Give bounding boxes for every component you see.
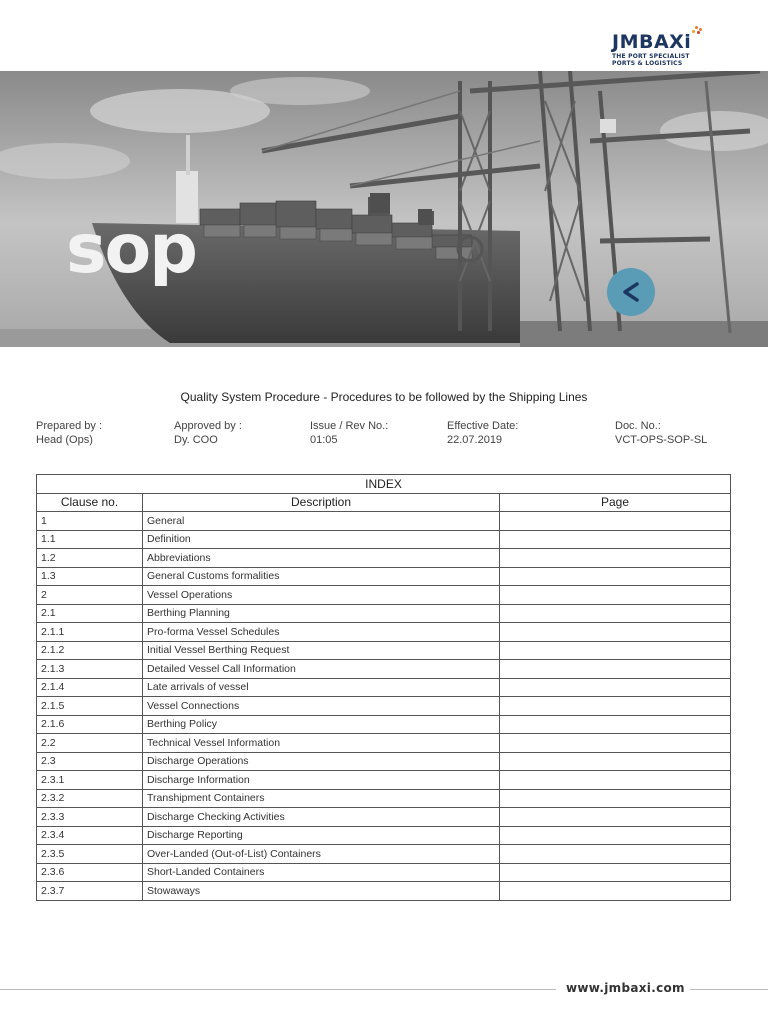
table-row <box>37 604 731 623</box>
company-logo <box>612 26 702 70</box>
description-cell: Vessel Connections <box>143 697 500 716</box>
page-cell <box>500 604 731 623</box>
table-row <box>37 512 731 531</box>
page-cell <box>500 808 731 827</box>
clause-cell: 2 <box>37 586 143 605</box>
description-cell: Stowaways <box>143 882 500 901</box>
table-row <box>37 808 731 827</box>
table-row <box>37 586 731 605</box>
description-cell: Initial Vessel Berthing Request <box>143 641 500 660</box>
description-cell: Definition <box>143 530 500 549</box>
table-row <box>37 530 731 549</box>
table-row <box>37 789 731 808</box>
index-header-row <box>37 493 731 512</box>
table-row <box>37 771 731 790</box>
page-cell <box>500 826 731 845</box>
meta-label: Approved by : <box>174 420 242 432</box>
clause-cell: 2.1.4 <box>37 678 143 697</box>
description-cell: General <box>143 512 500 531</box>
column-header-clause: Clause no. <box>37 493 143 512</box>
meta-issue-rev <box>310 419 388 447</box>
meta-value: 01:05 <box>310 434 338 446</box>
page-cell <box>500 789 731 808</box>
table-row <box>37 734 731 753</box>
port-ship-illustration <box>0 71 768 347</box>
clause-cell: 1.3 <box>37 567 143 586</box>
meta-doc-no <box>615 419 707 447</box>
page-cell <box>500 845 731 864</box>
meta-value: Dy. COO <box>174 434 218 446</box>
table-row <box>37 623 731 642</box>
table-row <box>37 697 731 716</box>
clause-cell: 2.1.1 <box>37 623 143 642</box>
logo-subtagline: PORTS & LOGISTICS <box>612 60 683 67</box>
description-cell: Discharge Information <box>143 771 500 790</box>
table-row <box>37 826 731 845</box>
page-cell <box>500 623 731 642</box>
table-row <box>37 660 731 679</box>
table-row <box>37 882 731 901</box>
table-row <box>37 863 731 882</box>
clause-cell: 2.3 <box>37 752 143 771</box>
hero-banner <box>0 71 768 347</box>
clause-cell: 2.1.2 <box>37 641 143 660</box>
clause-cell: 2.3.5 <box>37 845 143 864</box>
table-row <box>37 752 731 771</box>
clause-cell: 1.1 <box>37 530 143 549</box>
column-header-description: Description <box>143 493 500 512</box>
column-header-page: Page <box>500 493 731 512</box>
description-cell: Vessel Operations <box>143 586 500 605</box>
clause-cell: 2.3.7 <box>37 882 143 901</box>
page-cell <box>500 586 731 605</box>
table-row <box>37 715 731 734</box>
meta-label: Doc. No.: <box>615 420 661 432</box>
description-cell: Berthing Policy <box>143 715 500 734</box>
description-cell: Discharge Checking Activities <box>143 808 500 827</box>
description-cell: General Customs formalities <box>143 567 500 586</box>
description-cell: Discharge Operations <box>143 752 500 771</box>
meta-effective-date <box>447 419 518 447</box>
footer-website-link[interactable]: www.jmbaxi.com <box>566 981 685 995</box>
page-cell <box>500 530 731 549</box>
clause-cell: 2.1.5 <box>37 697 143 716</box>
index-body <box>37 512 731 901</box>
page-cell <box>500 882 731 901</box>
chevron-left-icon <box>616 277 646 307</box>
index-title-row <box>37 475 731 494</box>
table-row <box>37 845 731 864</box>
clause-cell: 2.1.3 <box>37 660 143 679</box>
description-cell: Pro-forma Vessel Schedules <box>143 623 500 642</box>
page-cell <box>500 697 731 716</box>
meta-value: VCT-OPS-SOP-SL <box>615 434 708 446</box>
page-cell <box>500 660 731 679</box>
description-cell: Discharge Reporting <box>143 826 500 845</box>
document-heading: Quality System Procedure - Procedures to be followed by the Shipping Lines <box>180 390 588 404</box>
page-cell <box>500 641 731 660</box>
description-cell: Over-Landed (Out-of-List) Containers <box>143 845 500 864</box>
description-cell: Short-Landed Containers <box>143 863 500 882</box>
clause-cell: 2.1 <box>37 604 143 623</box>
clause-cell: 2.3.3 <box>37 808 143 827</box>
index-title: INDEX <box>37 475 731 494</box>
description-cell: Technical Vessel Information <box>143 734 500 753</box>
page-cell <box>500 567 731 586</box>
sop-title: sop <box>66 210 196 289</box>
description-cell: Late arrivals of vessel <box>143 678 500 697</box>
back-button[interactable] <box>607 268 655 316</box>
table-row <box>37 549 731 568</box>
meta-label: Issue / Rev No.: <box>310 420 389 432</box>
clause-cell: 1.2 <box>37 549 143 568</box>
page-cell <box>500 752 731 771</box>
page-cell <box>500 678 731 697</box>
page-cell <box>500 715 731 734</box>
footer-divider <box>690 989 768 990</box>
description-cell: Abbreviations <box>143 549 500 568</box>
description-cell: Transhipment Containers <box>143 789 500 808</box>
page-cell <box>500 771 731 790</box>
index-table <box>36 474 731 901</box>
meta-value: Head (Ops) <box>36 434 93 446</box>
meta-value: 22.07.2019 <box>447 434 503 446</box>
logo-tagline: THE PORT SPECIALIST <box>612 53 690 60</box>
table-row <box>37 641 731 660</box>
logo-dots-icon <box>692 26 702 36</box>
page-cell <box>500 512 731 531</box>
clause-cell: 2.3.6 <box>37 863 143 882</box>
clause-cell: 2.1.6 <box>37 715 143 734</box>
clause-cell: 2.3.2 <box>37 789 143 808</box>
footer-divider <box>0 989 556 990</box>
meta-prepared-by <box>36 419 102 447</box>
meta-approved-by <box>174 419 242 447</box>
clause-cell: 2.2 <box>37 734 143 753</box>
meta-label: Prepared by : <box>36 420 103 432</box>
clause-cell: 2.3.1 <box>37 771 143 790</box>
page-cell <box>500 549 731 568</box>
page-cell <box>500 734 731 753</box>
meta-label: Effective Date: <box>447 420 519 432</box>
table-row <box>37 678 731 697</box>
clause-cell: 2.3.4 <box>37 826 143 845</box>
table-row <box>37 567 731 586</box>
description-cell: Detailed Vessel Call Information <box>143 660 500 679</box>
description-cell: Berthing Planning <box>143 604 500 623</box>
clause-cell: 1 <box>37 512 143 531</box>
logo-name: JMBAXi <box>612 31 692 53</box>
page-cell <box>500 863 731 882</box>
